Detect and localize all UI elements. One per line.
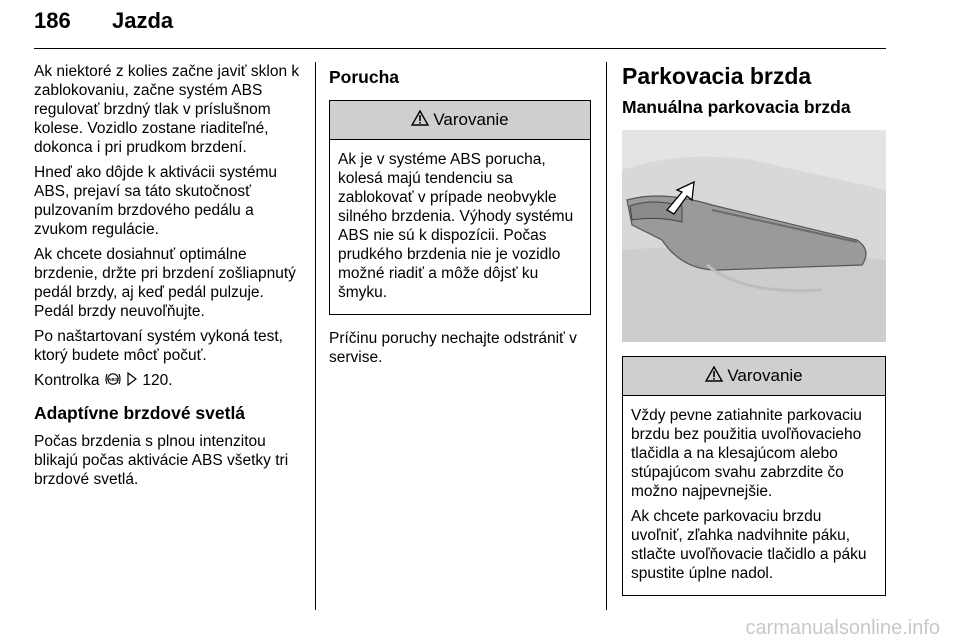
heading-parking-brake: Parkovacia brzda	[622, 63, 812, 89]
heading-malfunction: Porucha	[329, 67, 400, 87]
column-1	[34, 62, 302, 495]
kontrolka-reference	[34, 371, 302, 392]
paragraph-adaptive-brake-lights: Počas brzdenia s plnou intenzitou blikajú počas aktivácie ABS všetky tri brzdové svetlá.	[34, 433, 289, 488]
column-divider-1	[315, 62, 316, 610]
page-header	[34, 8, 886, 46]
paragraph-abs-activation: Hneď ako dôjde k aktivácii systému ABS, prejaví sa táto skutočnosť pulzovaním brzdového pedálu a zvukom regulácie.	[34, 164, 277, 238]
warning-triangle-icon	[411, 110, 429, 131]
warning-text-apply: Vždy pevne zatiahnite parkovaciu brzdu bez použitia uvoľňovacieho tlačidla a na klesajúcom alebo stúpajúcom svahu zabrzdite čo možno najpevnejšie.	[631, 407, 862, 500]
warning-triangle-icon	[705, 366, 723, 387]
warning-header	[623, 357, 885, 396]
warning-title: Varovanie	[727, 366, 803, 385]
warning-box-parking-brake	[622, 356, 886, 596]
warning-text: Ak je v systéme ABS porucha, kolesá majú tendenciu sa zablokovať v prípade neobvykle silného brzdenia. Výhody systému ABS nie sú k dispozícii. Počas prudkého brzdenia nie je vozidlo možné riadiť a môže dôjsť ku šmyku.	[338, 151, 574, 301]
page-number: 186	[34, 8, 71, 33]
page-reference-arrow-icon	[126, 371, 138, 392]
warning-body	[623, 396, 885, 595]
warning-header	[330, 101, 590, 140]
header-rule	[34, 48, 886, 49]
column-2	[329, 62, 591, 373]
chapter-title: Jazda	[112, 8, 174, 33]
warning-body	[330, 140, 590, 314]
warning-text-release: Ak chcete parkovaciu brzdu uvoľniť, zľahka nadvihnite páku, stlačte uvoľňovacie tlačidlo a páku spustite úplne nadol.	[631, 508, 867, 582]
svg-text:ABS: ABS	[107, 378, 118, 383]
heading-adaptive-brake-lights: Adaptívne brzdové svetlá	[34, 403, 246, 423]
column-divider-2	[606, 62, 607, 610]
paragraph-optimal-braking: Ak chcete dosiahnuť optimálne brzdenie, držte pri brzdení zošliapnutý pedál brzdy, aj keď pedál pulzuje. Pedál brzdy neuvoľňujte.	[34, 246, 296, 320]
warning-title: Varovanie	[433, 110, 509, 129]
watermark-site: carmanualsonline.info	[745, 617, 940, 639]
subheading-manual-parking-brake: Manuálna parkovacia brzda	[622, 97, 851, 117]
abs-warning-icon	[104, 371, 122, 392]
paragraph-self-test: Po naštartovaní systém vykoná test, ktorý budete môcť počuť.	[34, 328, 283, 364]
column-3	[622, 62, 886, 596]
parking-brake-lever-illustration	[622, 130, 886, 342]
warning-box-abs	[329, 100, 591, 315]
kontrolka-label: Kontrolka	[34, 372, 100, 389]
paragraph-abs-regulation: Ak niektoré z kolies začne javiť sklon k zablokovaniu, začne systém ABS regulovať brzdný tlak v príslušnom kolese. Vozidlo zostane riaditeľné, dokonca i pri prudkom brzdení.	[34, 63, 300, 156]
paragraph-service: Príčinu poruchy nechajte odstrániť v servise.	[329, 330, 577, 366]
kontrolka-page-ref: 120.	[142, 372, 173, 389]
